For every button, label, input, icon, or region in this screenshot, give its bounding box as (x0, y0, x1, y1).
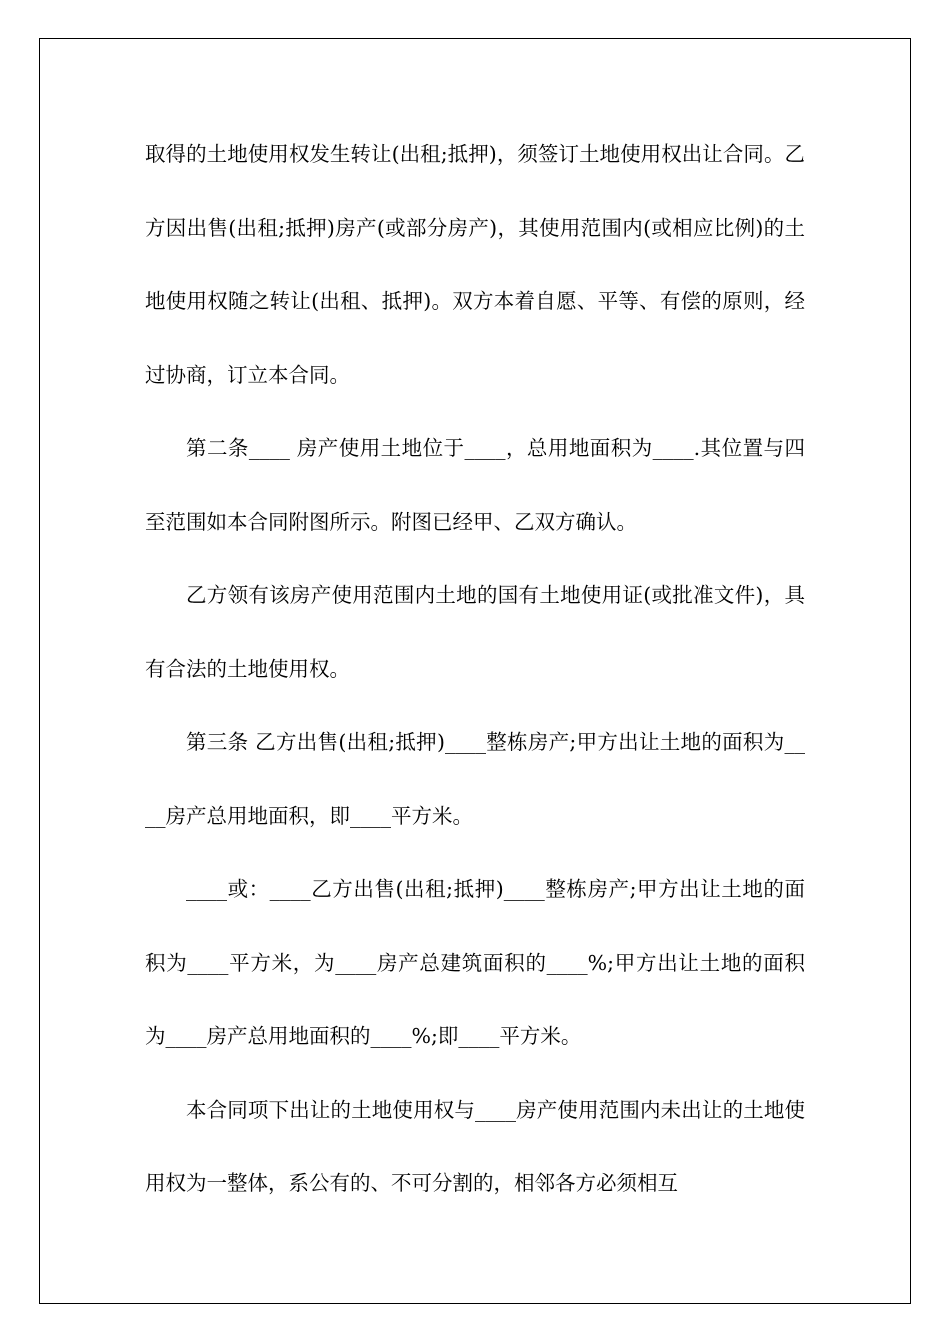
paragraph-alternative: ____或：____乙方出售(出租;抵押)____整栋房产;甲方出让土地的面积为____平方米，为____房产总建筑面积的____%;甲方出让土地的面积为____房产总用地面积的____%;即____平方米。 (145, 877, 805, 1048)
paragraph-article-3: 第三条 乙方出售(出租;抵押)____整栋房产;甲方出让土地的面积为____房产总用地面积，即____平方米。 (145, 730, 805, 828)
paragraph-common-land: 本合同项下出让的土地使用权与____房产使用范围内未出让的土地使用权为一整体，系公有的、不可分割的，相邻各方必须相互 (145, 1097, 805, 1195)
paragraph-continuation: 取得的土地使用权发生转让(出租;抵押)，须签订土地使用权出让合同。乙方因出售(出租;抵押)房产(或部分房产)，其使用范围内(或相应比例)的土地使用权随之转让(出租、抵押)。双方本着自愿、平等、有偿的原则，经过协商，订立本合同。 (145, 142, 805, 387)
paragraph-article-2: 第二条____ 房产使用土地位于____，总用地面积为____.其位置与四至范围如本合同附图所示。附图已经甲、乙双方确认。 (145, 436, 805, 534)
document-body (145, 118, 805, 1221)
paragraph-land-certificate: 乙方领有该房产使用范围内土地的国有土地使用证(或批准文件)，具有合法的土地使用权。 (145, 583, 805, 681)
